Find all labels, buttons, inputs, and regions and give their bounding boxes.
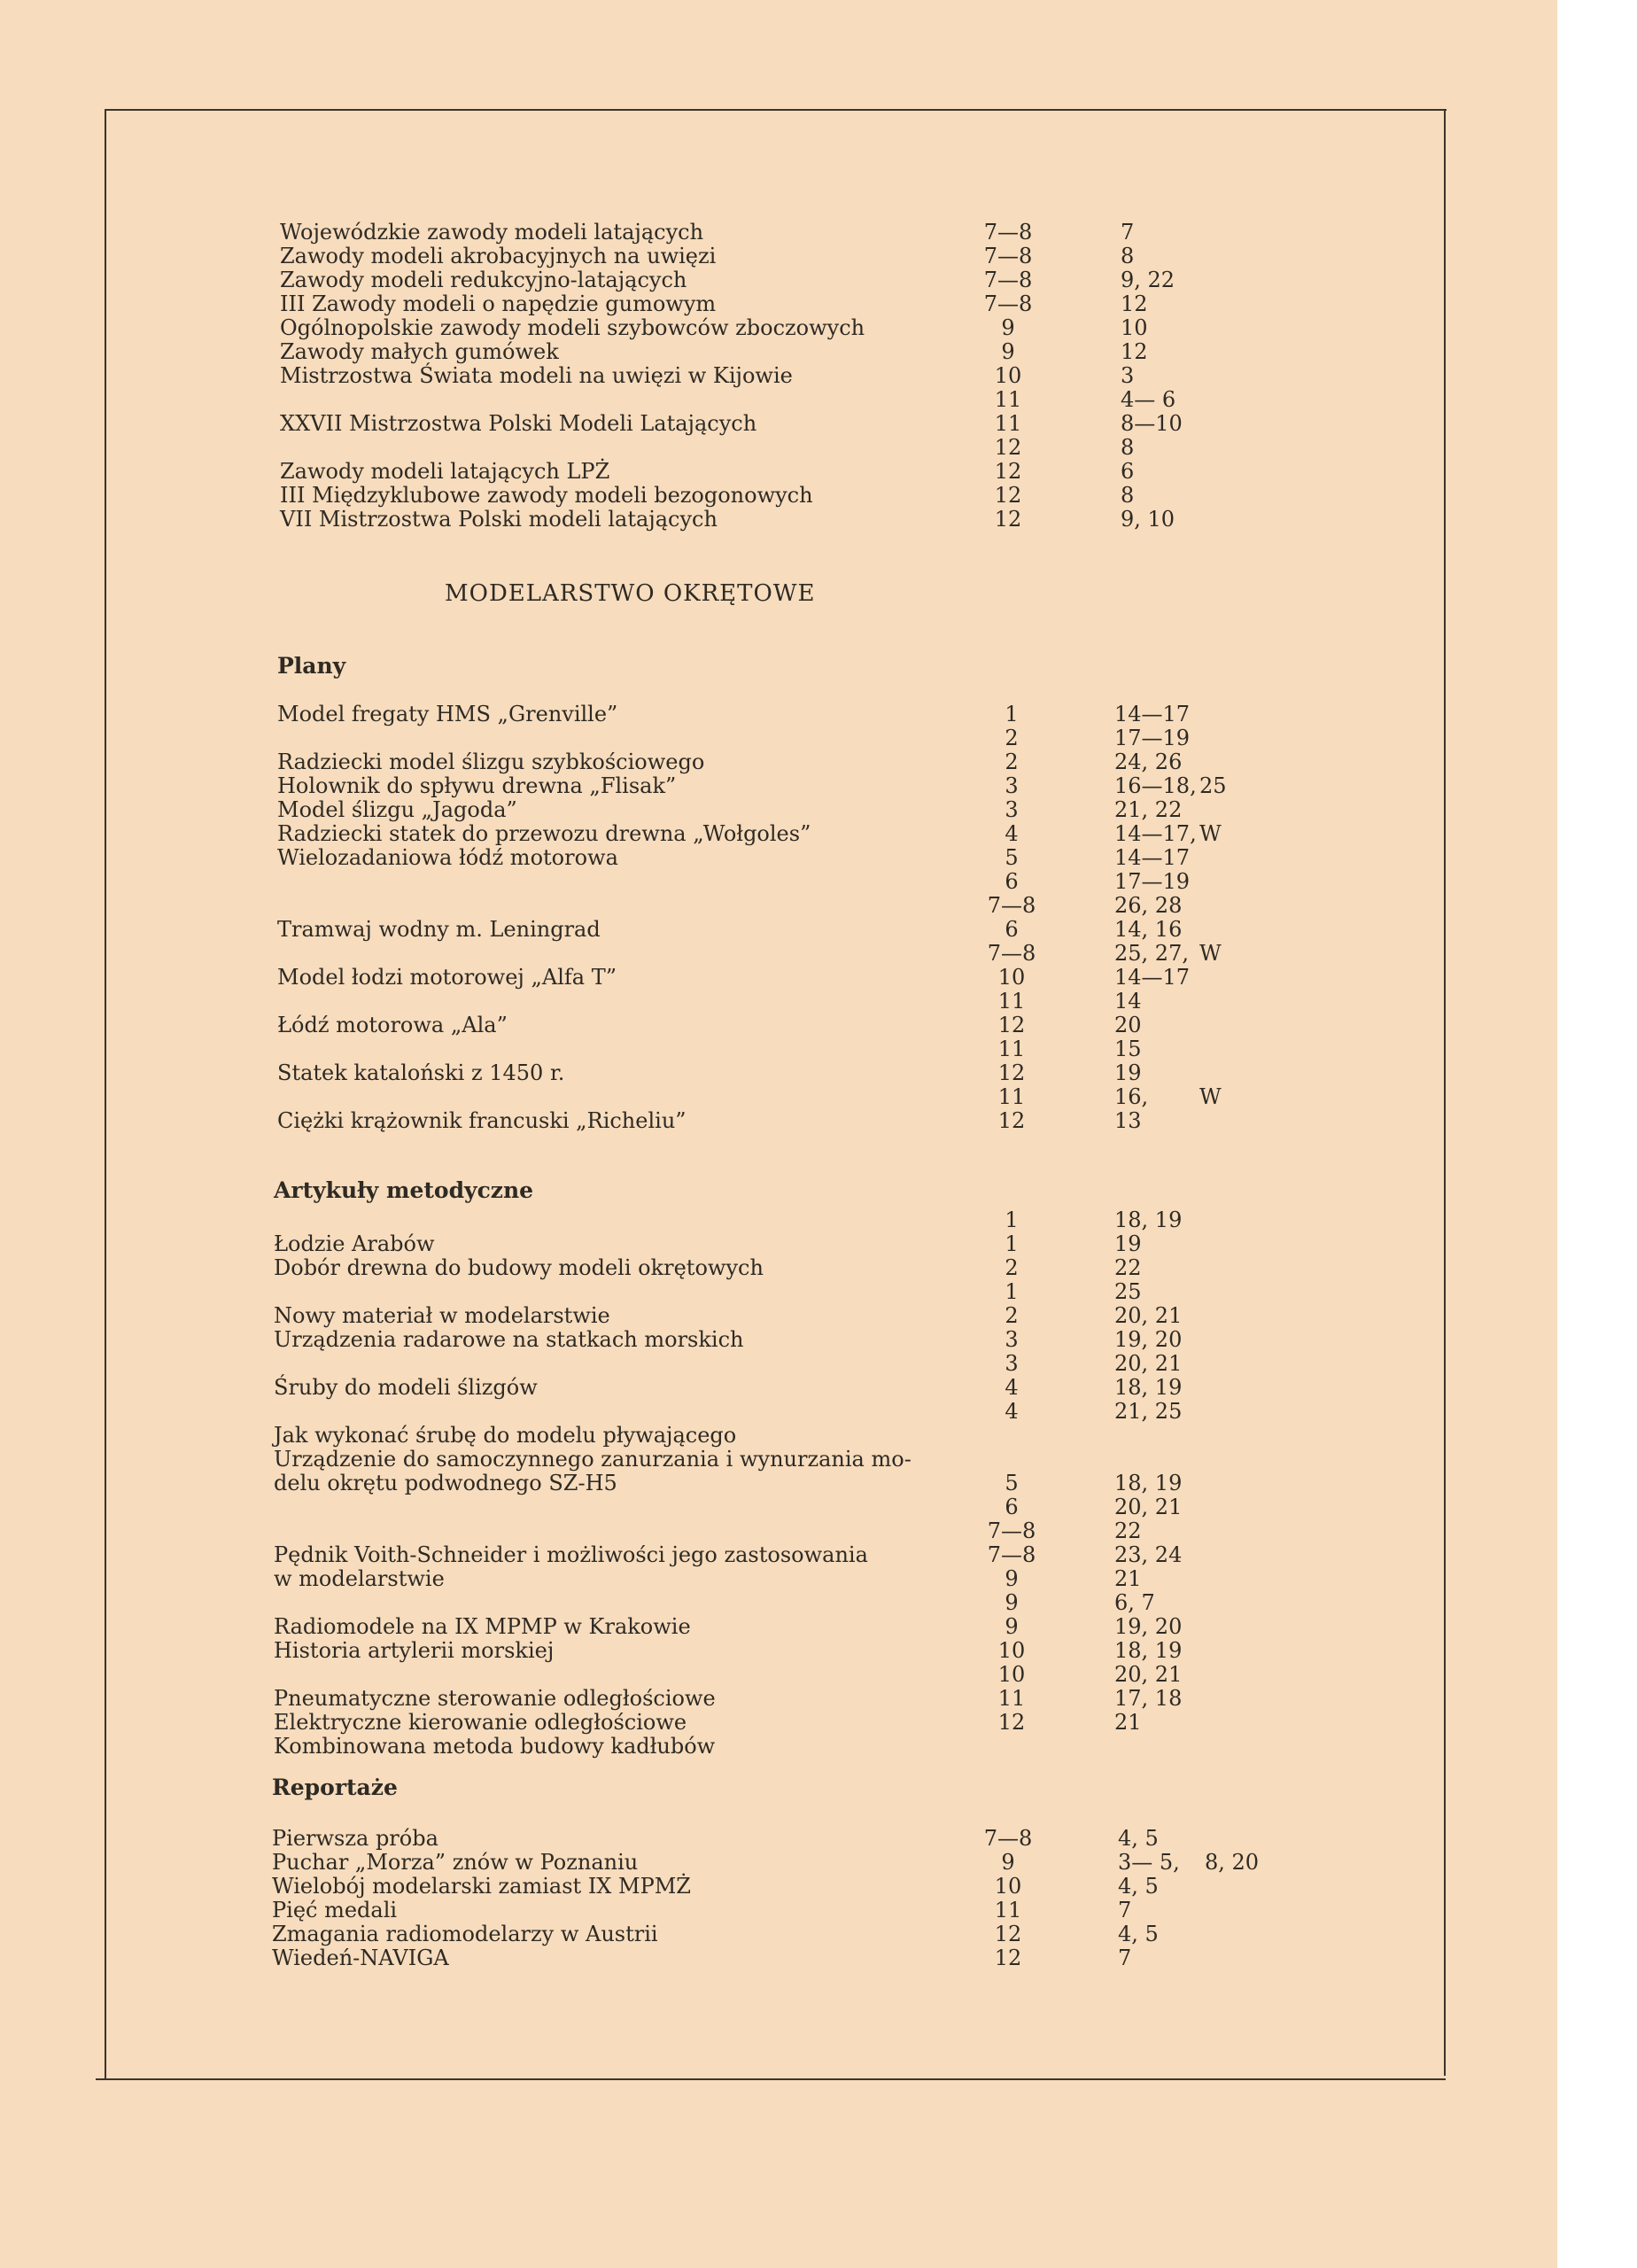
page-numbers: 17—19	[1114, 869, 1191, 894]
issue-number: 10	[997, 1662, 1026, 1687]
issue-number: 9	[1001, 1850, 1015, 1875]
index-row	[0, 1637, 1417, 1664]
index-row	[0, 1897, 1417, 1923]
issue-number: 10	[994, 363, 1022, 388]
index-row	[0, 964, 1417, 990]
issue-number: 10	[994, 1874, 1022, 1899]
entry-title: Nowy materiał w modelarstwie	[274, 1303, 610, 1328]
issue-number: 1	[1005, 1231, 1019, 1256]
index-row	[0, 1613, 1417, 1640]
entry-title: Mistrzostwa Świata modeli na uwięzi w Kijowie	[280, 363, 793, 388]
issue-number: 11	[994, 1898, 1022, 1922]
page-numbers: 22	[1114, 1518, 1142, 1543]
page-numbers: 8	[1121, 483, 1135, 508]
index-row	[0, 1278, 1417, 1305]
entry-title: Wojewódzkie zawody modeli latających	[280, 220, 704, 245]
index-row	[0, 1207, 1417, 1233]
page-numbers: 25	[1114, 1279, 1142, 1304]
index-row	[0, 1302, 1417, 1329]
index-row	[0, 1849, 1417, 1876]
page-numbers: 15	[1114, 1037, 1142, 1061]
page-numbers: 21	[1114, 1710, 1142, 1735]
entry-title: Zawody modeli akrobacyjnych na uwięzi	[280, 244, 717, 268]
entry-title: Radziecki model ślizgu szybkościowego	[277, 750, 705, 774]
extra-page-ref: W	[1199, 821, 1222, 846]
issue-number: 3	[1005, 1351, 1019, 1376]
index-row	[0, 1945, 1417, 1971]
entry-title: Zawody małych gumówek	[280, 339, 559, 364]
index-row	[0, 1494, 1417, 1520]
page-numbers: 7	[1118, 1898, 1132, 1922]
index-row	[0, 1589, 1417, 1616]
index-row	[0, 1565, 1417, 1592]
index-row	[0, 243, 1417, 269]
entry-title: Radiomodele na IX MPMP w Krakowie	[274, 1614, 691, 1639]
entry-title: Ogólnopolskie zawody modeli szybowców zboczowych	[280, 315, 865, 340]
index-row	[0, 701, 1417, 727]
issue-number: 6	[1005, 1495, 1019, 1519]
issue-number: 10	[997, 1638, 1026, 1663]
section-title: MODELARSTWO OKRĘTOWE	[445, 580, 816, 607]
page-numbers: 16—18,	[1114, 773, 1197, 798]
issue-number: 3	[1005, 773, 1019, 798]
issue-number: 3	[1005, 1327, 1019, 1352]
entry-title: Statek kataloński z 1450 r.	[277, 1060, 565, 1085]
entry-title: Model łodzi motorowej „Alfa T”	[277, 965, 617, 990]
page-numbers: 7	[1121, 220, 1135, 245]
index-row	[0, 1470, 1417, 1496]
entry-title: Elektryczne kierowanie odległościowe	[274, 1710, 687, 1735]
page-numbers: 14	[1114, 989, 1142, 1014]
page-numbers: 23, 24	[1114, 1542, 1183, 1567]
index-row	[0, 1921, 1417, 1947]
issue-number: 12	[994, 459, 1022, 484]
issue-number: 7—8	[983, 291, 1033, 316]
heading-plany: Plany	[277, 653, 346, 679]
issue-number: 11	[997, 1084, 1026, 1109]
index-row	[0, 458, 1417, 485]
issue-number: 7—8	[983, 244, 1033, 268]
issue-number: 12	[997, 1108, 1026, 1133]
index-row	[0, 773, 1417, 799]
page-numbers: 9, 10	[1121, 507, 1175, 532]
entry-title: Wiedeń-NAVIGA	[272, 1946, 449, 1970]
page-numbers: 20, 21	[1114, 1351, 1183, 1376]
index-row	[0, 868, 1417, 895]
index-row	[0, 1733, 1417, 1759]
entry-title: Pięć medali	[272, 1898, 398, 1922]
entry-title: Zawody modeli latających LPŻ	[280, 459, 610, 484]
issue-number: 7—8	[983, 1826, 1033, 1851]
index-row	[0, 1446, 1417, 1472]
issue-number: 11	[994, 411, 1022, 436]
entry-title: Pierwsza próba	[272, 1826, 438, 1851]
entry-title: III Zawody modeli o napędzie gumowym	[280, 291, 717, 316]
index-row	[0, 482, 1417, 509]
page-numbers: 20, 21	[1114, 1303, 1183, 1328]
entry-title: Holownik do spływu drewna „Flisak”	[277, 773, 677, 798]
page-numbers: 18, 19	[1114, 1375, 1183, 1400]
page-numbers: 9, 22	[1121, 268, 1175, 292]
page-numbers: 14, 16	[1114, 917, 1183, 942]
issue-number: 9	[1001, 315, 1015, 340]
entry-title: Wielobój modelarski zamiast IX MPMŻ	[272, 1874, 691, 1899]
issue-number: 11	[997, 1037, 1026, 1061]
index-row	[0, 988, 1417, 1014]
page-numbers: 13	[1114, 1108, 1142, 1133]
page-numbers: 17—19	[1114, 726, 1191, 750]
issue-number: 10	[997, 965, 1026, 990]
page-numbers: 16,	[1114, 1084, 1149, 1109]
issue-number: 4	[1005, 821, 1019, 846]
issue-number: 4	[1005, 1399, 1019, 1424]
page-numbers: 14—17,	[1114, 821, 1197, 846]
page-numbers: 14—17	[1114, 702, 1191, 726]
index-row	[0, 1709, 1417, 1736]
issue-number: 7—8	[987, 893, 1036, 918]
entry-title: Zawody modeli redukcyjno-latających	[280, 268, 687, 292]
issue-number: 7—8	[983, 268, 1033, 292]
issue-number: 12	[994, 1922, 1022, 1946]
issue-number: 12	[997, 1060, 1026, 1085]
entry-title: Zmagania radiomodelarzy w Austrii	[272, 1922, 658, 1946]
entry-title: VII Mistrzostwa Polski modeli latających	[280, 507, 718, 532]
entry-title: Jak wykonać śrubę do modelu pływającego	[274, 1423, 737, 1448]
entry-title: Model ślizgu „Jagoda”	[277, 797, 517, 822]
page-numbers: 8	[1121, 435, 1135, 460]
extra-page-ref: 25	[1199, 773, 1227, 798]
page-numbers: 18, 19	[1114, 1638, 1183, 1663]
page-numbers: 20, 21	[1114, 1495, 1183, 1519]
issue-number: 9	[1005, 1566, 1019, 1591]
index-row	[0, 1036, 1417, 1062]
page-numbers: 19	[1114, 1231, 1142, 1256]
issue-number: 1	[1005, 1279, 1019, 1304]
page-numbers: 18, 19	[1114, 1208, 1183, 1232]
page-numbers: 4, 5	[1118, 1922, 1159, 1946]
index-row	[0, 291, 1417, 317]
page-numbers: 4, 5	[1118, 1874, 1159, 1899]
index-row	[0, 1825, 1417, 1852]
heading-reportaze: Reportaże	[272, 1775, 398, 1800]
entry-title: Kombinowana metoda budowy kadłubów	[274, 1734, 716, 1759]
entry-title: Urządzenia radarowe na statkach morskich	[274, 1327, 744, 1352]
issue-number: 7—8	[987, 1518, 1036, 1543]
page-numbers: 10	[1121, 315, 1148, 340]
index-row	[0, 844, 1417, 871]
page-numbers: 8—10	[1121, 411, 1183, 436]
index-row	[0, 315, 1417, 341]
index-row	[0, 267, 1417, 293]
index-row	[0, 940, 1417, 967]
entry-title: delu okrętu podwodnego SZ-H5	[274, 1471, 617, 1495]
page-numbers: 6	[1121, 459, 1135, 484]
index-row	[0, 386, 1417, 413]
index-row	[0, 892, 1417, 919]
issue-number: 11	[997, 989, 1026, 1014]
issue-number: 7—8	[987, 941, 1036, 966]
issue-number: 12	[997, 1013, 1026, 1037]
page-numbers: 24, 26	[1114, 750, 1183, 774]
frame-bottom-rule	[96, 2078, 1446, 2080]
issue-number: 2	[1005, 1255, 1019, 1280]
index-row	[0, 338, 1417, 365]
issue-number: 2	[1005, 726, 1019, 750]
entry-title: Puchar „Morza” znów w Poznaniu	[272, 1850, 639, 1875]
index-row	[0, 1422, 1417, 1449]
index-row	[0, 1873, 1417, 1899]
page-numbers: 3	[1121, 363, 1135, 388]
entry-title: w modelarstwie	[274, 1566, 445, 1591]
entry-title: Śruby do modeli ślizgów	[274, 1375, 538, 1400]
page-numbers: 14—17	[1114, 845, 1191, 870]
heading-artykuly: Artykuły metodyczne	[274, 1177, 534, 1203]
frame-right-rule	[1444, 109, 1446, 2076]
page-numbers: 19, 20	[1114, 1614, 1183, 1639]
extra-page-ref: W	[1199, 1084, 1222, 1109]
extra-page-ref: W	[1199, 941, 1222, 966]
index-row	[0, 1231, 1417, 1257]
index-row	[0, 1661, 1417, 1688]
page-numbers: 12	[1121, 339, 1148, 364]
issue-number: 12	[994, 435, 1022, 460]
page-numbers: 7	[1118, 1946, 1132, 1970]
index-row	[0, 506, 1417, 532]
index-row	[0, 1542, 1417, 1568]
page-numbers: 6, 7	[1114, 1590, 1155, 1615]
index-row	[0, 410, 1417, 437]
issue-number: 9	[1005, 1614, 1019, 1639]
entry-title: Historia artylerii morskiej	[274, 1638, 555, 1663]
index-row	[0, 434, 1417, 461]
index-row	[0, 1374, 1417, 1401]
entry-title: Wielozadaniowa łódź motorowa	[277, 845, 618, 870]
issue-number: 11	[994, 387, 1022, 412]
page-numbers: 4, 5	[1118, 1826, 1159, 1851]
index-row	[0, 1107, 1417, 1134]
index-row	[0, 820, 1417, 847]
index-row	[0, 1350, 1417, 1377]
extra-page-ref: 8, 20	[1205, 1850, 1260, 1875]
entry-title: Łódź motorowa „Ala”	[277, 1013, 508, 1037]
frame-top-rule	[105, 109, 1447, 111]
index-row	[0, 1060, 1417, 1086]
index-row	[0, 1398, 1417, 1425]
issue-number: 3	[1005, 797, 1019, 822]
page-numbers: 19, 20	[1114, 1327, 1183, 1352]
issue-number: 6	[1005, 917, 1019, 942]
issue-number: 12	[994, 483, 1022, 508]
page-numbers: 4— 6	[1121, 387, 1176, 412]
page-numbers: 22	[1114, 1255, 1142, 1280]
issue-number: 12	[997, 1710, 1026, 1735]
issue-number: 11	[997, 1686, 1026, 1711]
entry-title: III Międzyklubowe zawody modeli bezogonowych	[280, 483, 813, 508]
index-row	[0, 219, 1417, 245]
page-numbers: 18, 19	[1114, 1471, 1183, 1495]
entry-title: Pneumatyczne sterowanie odległościowe	[274, 1686, 716, 1711]
entry-title: Ciężki krążownik francuski „Richeliu”	[277, 1108, 687, 1133]
entry-title: Urządzenie do samoczynnego zanurzania i wynurzania mo-	[274, 1447, 912, 1472]
index-row	[0, 1326, 1417, 1353]
entry-title: Model fregaty HMS „Grenville”	[277, 702, 618, 726]
page-numbers: 25, 27,	[1114, 941, 1189, 966]
entry-title: Tramwaj wodny m. Leningrad	[277, 917, 601, 942]
issue-number: 12	[994, 1946, 1022, 1970]
issue-number: 1	[1005, 1208, 1019, 1232]
entry-title: XXVII Mistrzostwa Polski Modeli Latających	[280, 411, 757, 436]
entry-title: Łodzie Arabów	[274, 1231, 435, 1256]
issue-number: 2	[1005, 750, 1019, 774]
issue-number: 12	[994, 507, 1022, 532]
page-numbers: 20	[1114, 1013, 1142, 1037]
page-numbers: 12	[1121, 291, 1148, 316]
issue-number: 5	[1005, 845, 1019, 870]
issue-number: 5	[1005, 1471, 1019, 1495]
index-row	[0, 796, 1417, 823]
index-row	[0, 916, 1417, 943]
entry-title: Dobór drewna do budowy modeli okrętowych	[274, 1255, 764, 1280]
index-row	[0, 362, 1417, 389]
page-numbers: 26, 28	[1114, 893, 1183, 918]
index-row	[0, 1518, 1417, 1544]
page-numbers: 19	[1114, 1060, 1142, 1085]
page-numbers: 21, 25	[1114, 1399, 1183, 1424]
page-numbers: 20, 21	[1114, 1662, 1183, 1687]
entry-title: Radziecki statek do przewozu drewna „Wołgoles”	[277, 821, 811, 846]
issue-number: 6	[1005, 869, 1019, 894]
index-row	[0, 1012, 1417, 1038]
page-numbers: 17, 18	[1114, 1686, 1183, 1711]
index-row	[0, 1685, 1417, 1712]
page-numbers: 21, 22	[1114, 797, 1183, 822]
page-numbers: 21	[1114, 1566, 1142, 1591]
page-numbers: 3— 5,	[1118, 1850, 1180, 1875]
page-numbers: 14—17	[1114, 965, 1191, 990]
index-row	[0, 1084, 1417, 1110]
issue-number: 9	[1005, 1590, 1019, 1615]
entry-title: Pędnik Voith-Schneider i możliwości jego zastosowania	[274, 1542, 868, 1567]
page-numbers: 8	[1121, 244, 1135, 268]
index-row	[0, 1254, 1417, 1281]
index-row	[0, 725, 1417, 751]
index-row	[0, 749, 1417, 775]
issue-number: 2	[1005, 1303, 1019, 1328]
issue-number: 7—8	[987, 1542, 1036, 1567]
issue-number: 9	[1001, 339, 1015, 364]
issue-number: 7—8	[983, 220, 1033, 245]
issue-number: 1	[1005, 702, 1019, 726]
issue-number: 4	[1005, 1375, 1019, 1400]
